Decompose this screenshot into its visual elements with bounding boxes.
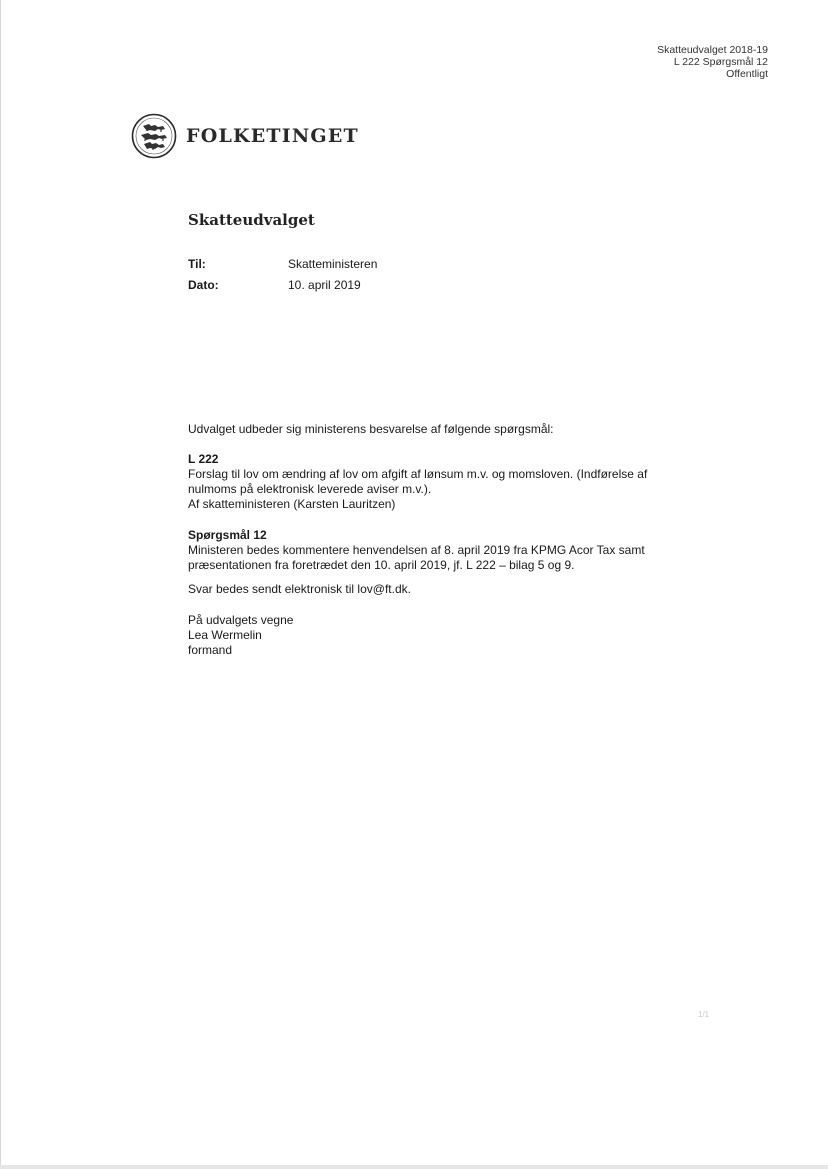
committee-title: Skatteudvalget xyxy=(188,211,315,229)
document-header-meta xyxy=(657,44,768,80)
question-line-1: Ministeren bedes kommentere henvendelsen af 8. april 2019 fra KPMG Acor Tax samt xyxy=(188,543,645,557)
page-bottom-edge xyxy=(0,1165,828,1169)
signoff: På udvalgets vegne xyxy=(188,613,294,627)
letter-body xyxy=(188,422,658,658)
bill-number: L 222 xyxy=(188,452,219,466)
folketinget-seal-icon xyxy=(131,113,177,159)
page-number-mark: 1/1 xyxy=(698,1010,710,1019)
folketinget-logo xyxy=(131,113,359,159)
intro-text: Udvalget udbeder sig ministerens besvarelse af følgende spørgsmål: xyxy=(188,422,554,436)
header-status: Offentligt xyxy=(726,68,768,80)
header-session: Skatteudvalget 2018-19 xyxy=(657,44,768,56)
date-value: 10. april 2019 xyxy=(288,278,361,292)
date-label: Dato: xyxy=(188,278,219,292)
header-reference: L 222 Spørgsmål 12 xyxy=(673,56,768,68)
to-value: Skatteministeren xyxy=(288,257,378,271)
question-title: Spørgsmål 12 xyxy=(188,528,267,542)
bill-author: Af skatteministeren (Karsten Lauritzen) xyxy=(188,497,396,511)
bill-title-line-1: Forslag til lov om ændring af lov om afgift af lønsum m.v. og momsloven. (Indførelse af xyxy=(188,467,648,481)
page-left-edge xyxy=(0,0,1,1169)
signer-name: Lea Wermelin xyxy=(188,628,262,642)
question-line-2: præsentationen fra foretrædet den 10. april 2019, jf. L 222 – bilag 5 og 9. xyxy=(188,558,575,572)
signer-title: formand xyxy=(188,643,233,657)
logo-wordmark: FOLKETINGET xyxy=(186,125,359,147)
reply-note: Svar bedes sendt elektronisk til lov@ft.dk. xyxy=(188,582,411,596)
bill-title-line-2: nulmoms på elektronisk leverede aviser m.v.). xyxy=(188,482,432,496)
to-label: Til: xyxy=(188,257,206,271)
